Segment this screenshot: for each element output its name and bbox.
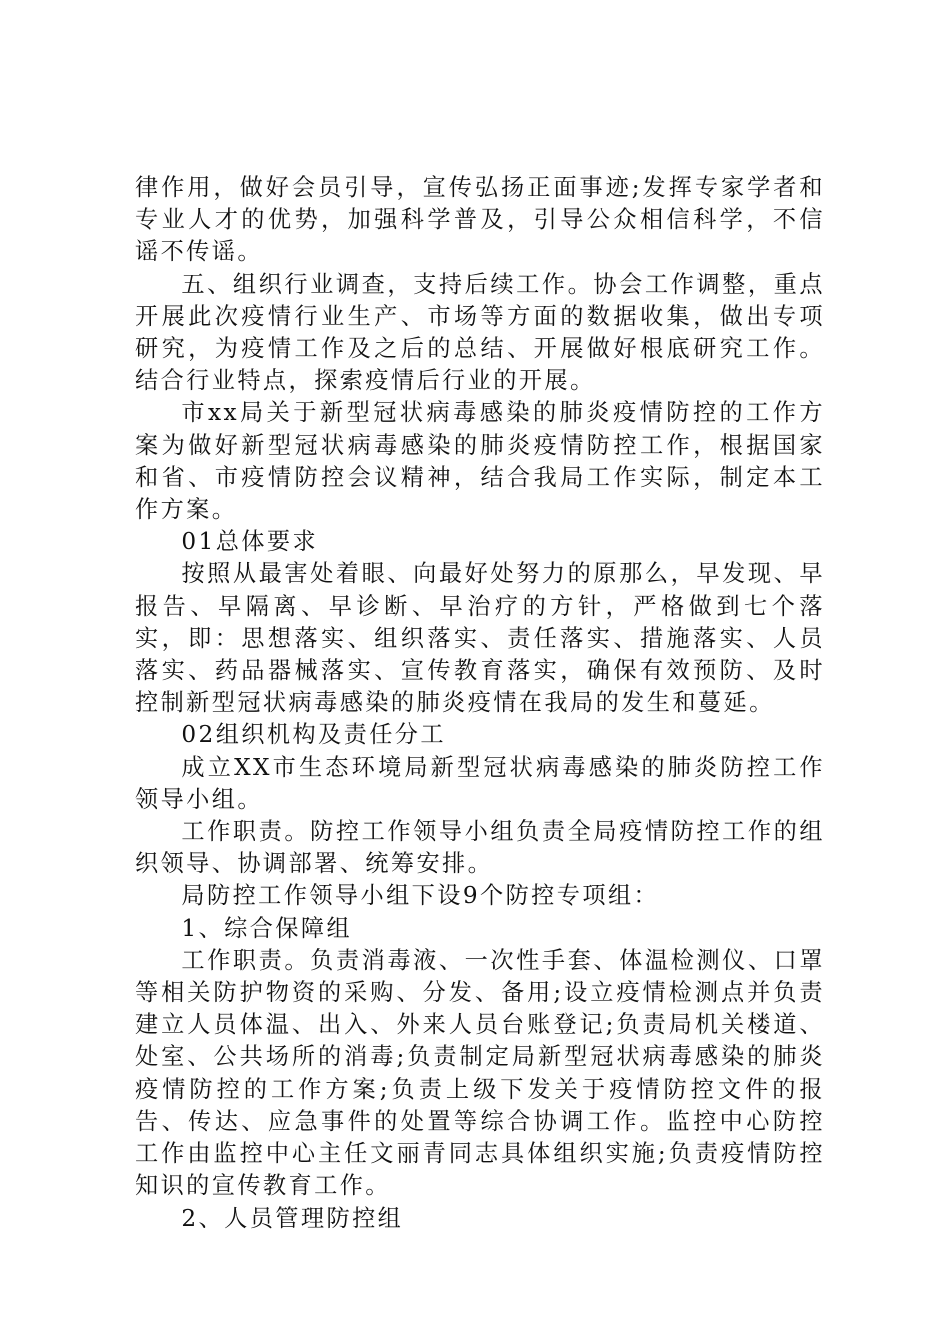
document-body — [135, 172, 825, 1235]
heading-organization: 02组织机构及责任分工 — [181, 721, 446, 749]
paragraph-general-requirements: 按照从最害处着眼、向最好处努力的原那么，早发现、早报告、早隔离、早诊断、早治疗的方针，严格做到七个落实，即：思想落实、组织落实、责任落实、措施落实、人员落实、药品器械落实、宣传教育落实，确保有效预防、及时控制新型冠状病毒感染的肺炎疫情在我局的发生和蔓延。 — [135, 560, 825, 717]
paragraph-plan-intro: 市xx局关于新型冠状病毒感染的肺炎疫情防控的工作方案为做好新型冠状病毒感染的肺炎疫情防控工作，根据国家和省、市疫情防控会议精神，结合我局工作实际，制定本工作方案。 — [135, 399, 825, 524]
paragraph-group-duties: 工作职责。防控工作领导小组负责全局疫情防控工作的组织领导、协调部署、统筹安排。 — [135, 818, 825, 878]
heading-general-requirements: 01总体要求 — [181, 528, 319, 556]
paragraph-support-duties: 工作职责。负责消毒液、一次性手套、体温检测仪、口罩等相关防护物资的采购、分发、备用;设立疫情检测点并负责建立人员体温、出入、外来人员台账登记;负责局机关楼道、处室、公共场所的消毒;负责制定局新型冠状病毒感染的肺炎疫情防控的工作方案;负责上级下发关于疫情防控文件的报告、传达、应急事件的处置等综合协调工作。监控中心防控工作由监控中心主任文丽青同志具体组织实施;负责疫情防控知识的宣传教育工作。 — [135, 946, 825, 1200]
paragraph-section-five: 五、组织行业调查，支持后续工作。协会工作调整，重点开展此次疫情行业生产、市场等方面的数据收集，做出专项研究，为疫情工作及之后的总结、开展做好根底研究工作。结合行业特点，探索疫情后行业的开展。 — [135, 270, 825, 395]
heading-personnel-management: 2、人员管理防控组 — [181, 1204, 404, 1232]
paragraph-leading-group: 成立XX市生态环境局新型冠状病毒感染的肺炎防控工作领导小组。 — [135, 753, 825, 813]
heading-comprehensive-support: 1、综合保障组 — [181, 914, 353, 942]
paragraph-special-groups: 局防控工作领导小组下设9个防控专项组： — [181, 882, 660, 910]
paragraph-continued-text: 律作用，做好会员引导，宣传弘扬正面事迹;发挥专家学者和专业人才的优势，加强科学普及，引导公众相信科学，不信谣不传谣。 — [135, 174, 825, 266]
